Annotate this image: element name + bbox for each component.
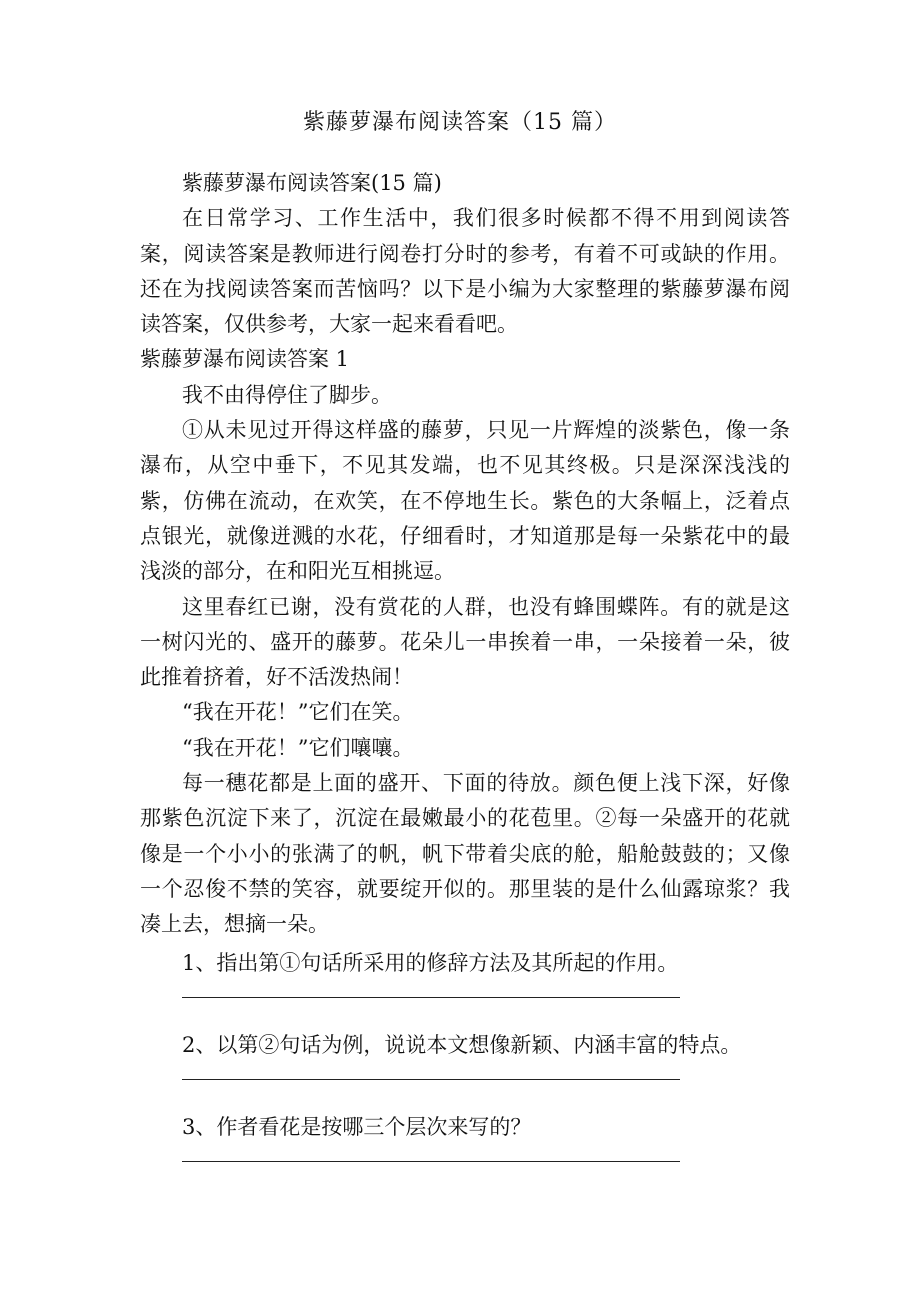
question-1: 1、指出第①句话所采用的修辞方法及其所起的作用。 [182,950,679,975]
subtitle-paragraph: 紫藤萝瀑布阅读答案(15 篇) [182,171,442,195]
text-paragraph: “我在开花！”它们嚷嚷。 [182,735,414,760]
document-title: 紫藤萝瀑布阅读答案（15 篇） [303,110,617,135]
text-paragraph: ①从未见过开得这样盛的藤萝，只见一片辉煌的淡紫色，像一条瀑布，从空中垂下，不见其发端，也不见其终极。只是深深浅浅的紫，仿佛在流动，在欢笑，在不停地生长。紫色的大条幅上，泛着点点银光，就像迸溅的水花，仔细看时，才知道那是每一朵紫花中的最浅淡的部分，在和阳光互相挑逗。 [140,418,790,584]
answer-line-1[interactable] [182,983,680,998]
text-paragraph: 我不由得停住了脚步。 [182,382,392,407]
answer-line-2[interactable] [182,1065,680,1080]
question-3: 3、作者看花是按哪三个层次来写的？ [182,1114,532,1139]
text-paragraph: 每一穗花都是上面的盛开、下面的待放。颜色便上浅下深，好像那紫色沉淀下来了，沉淀在最嫩最小的花苞里。②每一朵盛开的花就像是一个小小的张满了的帆，帆下带着尖底的舱，船舱鼓鼓的；又像一个忍俊不禁的笑容，就要绽开似的。那里装的是什么仙露琼浆？我凑上去，想摘一朵。 [140,771,790,937]
intro-paragraph: 在日常学习、工作生活中，我们很多时候都不得不用到阅读答案，阅读答案是教师进行阅卷打分时的参考，有着不可或缺的作用。还在为找阅读答案而苦恼吗？以下是小编为大家整理的紫藤萝瀑布阅读答案，仅供参考，大家一起来看看吧。 [140,206,790,337]
document-body [140,166,790,1189]
section-heading: 紫藤萝瀑布阅读答案 1 [140,347,350,372]
text-paragraph: “我在开花！”它们在笑。 [182,700,414,725]
answer-line-3[interactable] [182,1147,680,1162]
question-2: 2、以第②句话为例，说说本文想像新颖、内涵丰富的特点。 [182,1032,742,1057]
text-paragraph: 这里春红已谢，没有赏花的人群，也没有蜂围蝶阵。有的就是这一树闪光的、盛开的藤萝。花朵儿一串挨着一串，一朵接着一朵，彼此推着挤着，好不活泼热闹！ [140,594,790,690]
